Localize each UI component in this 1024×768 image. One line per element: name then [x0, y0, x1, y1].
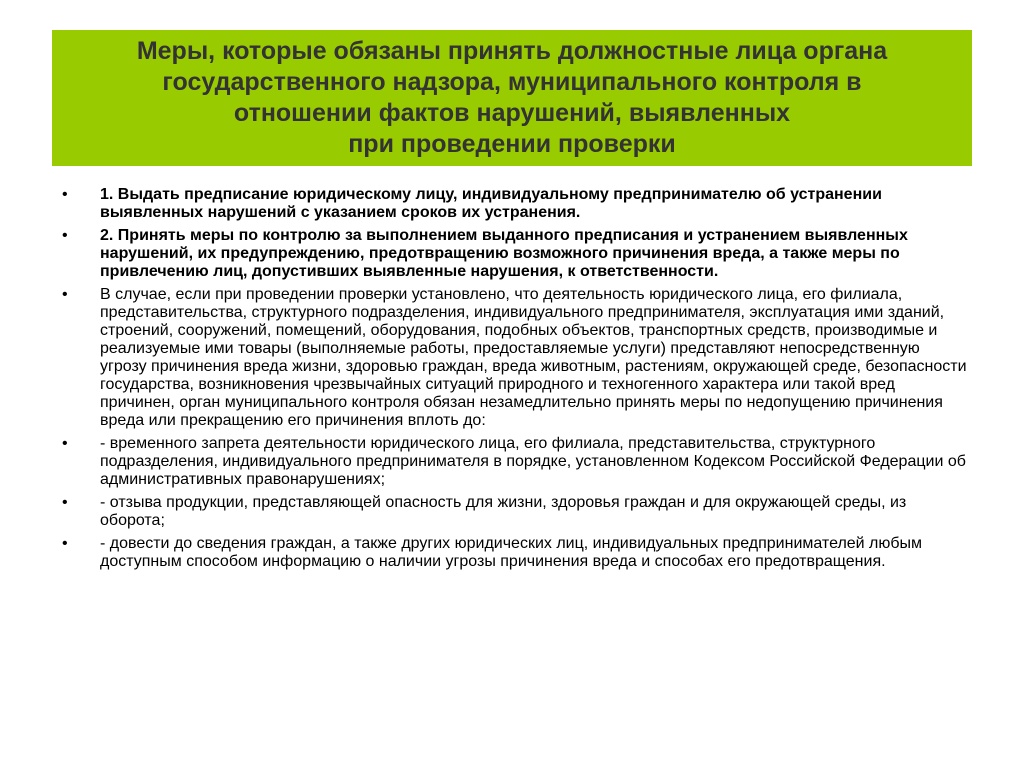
list-item	[58, 186, 970, 222]
list-item-text: 2. Принять меры по контролю за выполнением выданного предписания и устранением выявленных нарушений, их предупреждению, предотвращению возможного причинения вреда, а также меры по привлечению лиц, допустивших выявленные нарушения, к ответственности.	[100, 227, 908, 280]
slide-title-line-1: Меры, которые обязаны принять должностные лица органа	[136, 37, 888, 65]
list-item-text: 1. Выдать предписание юридическому лицу, индивидуальному предпринимателю об устранении выявленных нарушений с указанием сроков их устранения.	[100, 186, 882, 221]
bullet-icon: •	[62, 227, 68, 244]
list-item-text: В случае, если при проведении проверки установлено, что деятельность юридического лица, его филиала, представительства, структурного подразделения, индивидуального предпринимателя, эксплуатация ими зданий, строений, сооружений, помещений, оборудования, подобных объектов, транспортных средств, производимые и реализуемые ими товары (выполняемые работы, предоставляемые услуги) представляют непосредственную угрозу причинения вреда жизни, здоровью граждан, вреда животным, растениям, окружающей среде, безопасности государства, возникновения чрезвычайных ситуаций природного и техногенного характера или такой вред причинен, орган муниципального контроля обязан незамедлительно принять меры по недопущению причинения вреда или прекращению его причинения вплоть до:	[100, 286, 967, 429]
bullet-icon: •	[62, 494, 68, 511]
slide-title-line-4: при проведении проверки	[348, 130, 676, 158]
slide-title-line-3: отношении фактов нарушений, выявленных	[233, 99, 791, 127]
list-item	[58, 435, 970, 489]
bullet-icon: •	[62, 186, 68, 203]
bullet-icon: •	[62, 535, 68, 552]
slide-title-banner	[52, 30, 972, 166]
slide-title-line-2: государственного надзора, муниципального контроля в	[162, 68, 862, 96]
bullet-list	[58, 186, 970, 576]
bullet-icon: •	[62, 286, 68, 303]
list-item-text: - временного запрета деятельности юридического лица, его филиала, представительства, структурного подразделения, индивидуального предпринимателя в порядке, установленном Кодексом Российской Федерации об административных правонарушениях;	[100, 435, 966, 488]
bullet-icon: •	[62, 435, 68, 452]
list-item	[58, 494, 970, 530]
list-item-text: - отзыва продукции, представляющей опасность для жизни, здоровья граждан и для окружающей среды, из оборота;	[100, 494, 907, 529]
list-item-text: - довести до сведения граждан, а также других юридических лиц, индивидуальных предпринимателей любым доступным способом информацию о наличии угрозы причинения вреда и способах его предотвращения.	[100, 535, 923, 570]
list-item	[58, 535, 970, 571]
list-item	[58, 286, 970, 430]
list-item	[58, 227, 970, 281]
